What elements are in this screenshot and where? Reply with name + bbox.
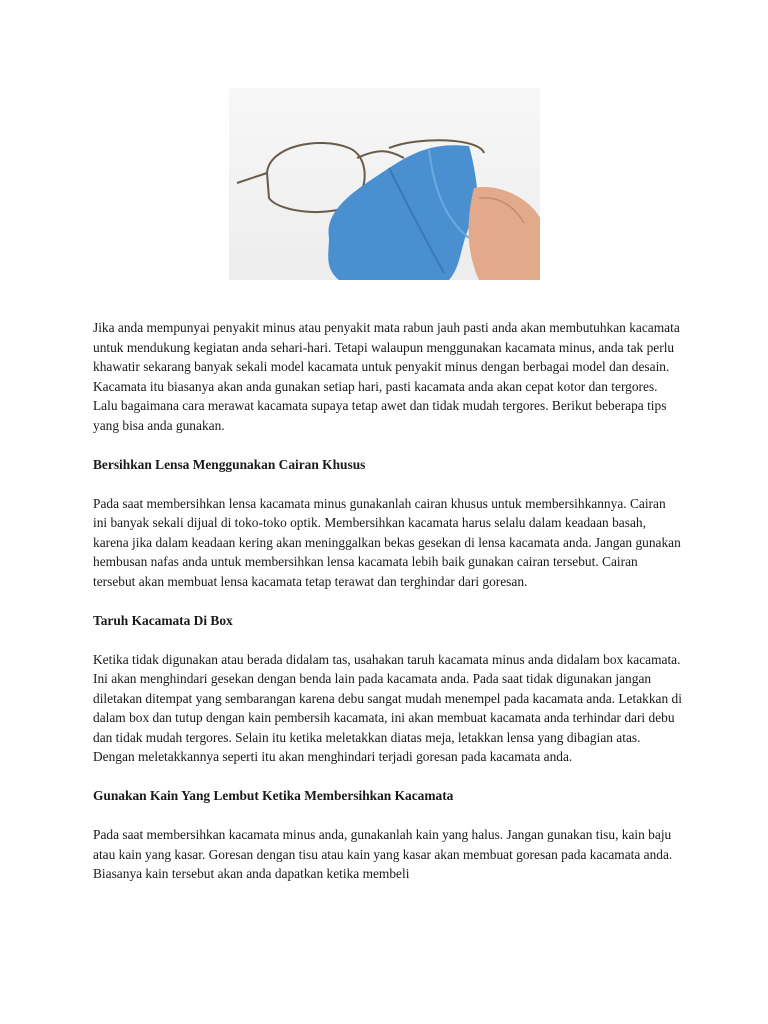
section-paragraph: Pada saat membersihkan lensa kacamata minus gunakanlah cairan khusus untuk membersihkannya. Cairan ini banyak sekali dijual di toko-toko optik. Membersihkan kacamata harus selalu dalam keadaan basah, karena jika dalam keadaan kering akan meninggalkan bekas gesekan di lensa kacamata anda. Jangan gunakan hembusan nafas anda untuk membersihkan lensa kacamata lebih baik gunakan cairan tersebut. Cairan tersebut akan membuat lensa kacamata tetap terawat dan terghindar dari goresan. bbox=[93, 495, 681, 589]
intro-paragraph: Jika anda mempunyai penyakit minus atau penyakit mata rabun jauh pasti anda akan membutuhkan kacamata untuk mendukung kegiatan anda sehari-hari. Tetapi walaupun menggunakan kacamata minus, anda tak perlu khawatir sekarang banyak sekali model kacamata untuk penyakit minus dengan berbagai model dan desain. Kacamata itu biasanya akan anda gunakan setiap hari, pasti kacamata anda akan cepat kotor dan tergores. Lalu bagaimana cara merawat kacamata supaya tetap awet dan tidak mudah tergores. Berikut beberapa tips yang bisa anda gunakan. bbox=[93, 320, 680, 433]
glasses-cleaning-photo bbox=[229, 88, 540, 280]
section-paragraph: Pada saat membersihkan kacamata minus anda, gunakanlah kain yang halus. Jangan gunakan tisu, kain baju atau kain yang kasar. Goresan dengan tisu atau kain yang kasar akan membuat goresan pada kacamata anda. Biasanya kain tersebut akan anda dapatkan ketika membeli bbox=[93, 827, 673, 881]
section-paragraph: Ketika tidak digunakan atau berada didalam tas, usahakan taruh kacamata minus anda didalam box kacamata. Ini akan menghindari gesekan dengan benda lain pada kacamata anda. Pada saat tidak digunakan jangan diletakan ditempat yang sembarangan karena debu sangat mudah menempel pada kacamata anda. Letakkan di dalam box dan tutup dengan kain pembersih kacamata, ini akan membuat kacamata anda terhindar dari debu dan tidak mudah tergores. Selain itu ketika meletakkan diatas meja, letakkan lensa yang dibagian atas. Dengan meletakkannya seperti itu akan menghindari terjadi goresan pada kacamata anda. bbox=[93, 651, 682, 764]
section-heading: Taruh Kacamata Di Box bbox=[93, 612, 233, 628]
section-heading: Gunakan Kain Yang Lembut Ketika Membersihkan Kacamata bbox=[93, 788, 454, 803]
article-body bbox=[93, 318, 683, 903]
section-heading: Bersihkan Lensa Menggunakan Cairan Khusus bbox=[93, 456, 366, 472]
